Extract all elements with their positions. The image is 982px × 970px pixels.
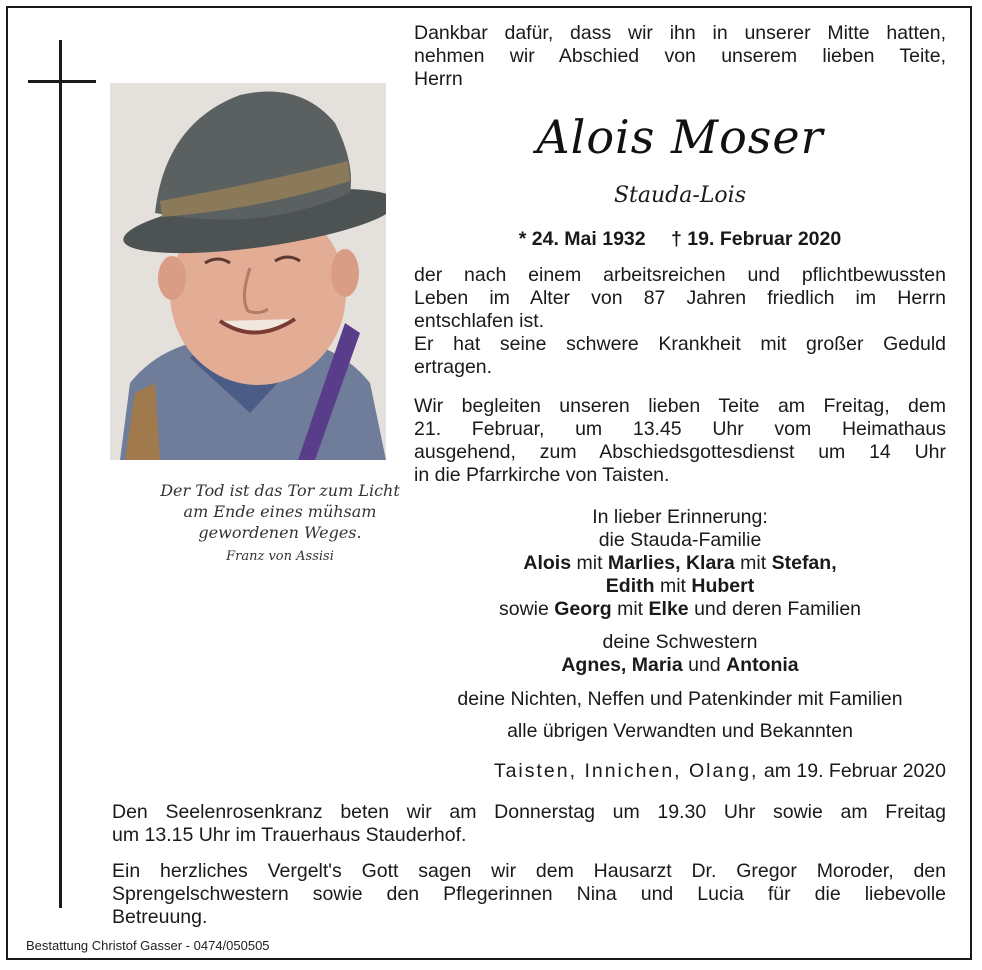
- body-line: Leben im Alter von 87 Jahren friedlich im Herrn: [414, 287, 946, 309]
- rosary-line: Den Seelenrosenkranz beten wir am Donnerstag um 19.30 Uhr sowie am Freitag: [112, 801, 946, 823]
- cross-bar: [28, 80, 96, 83]
- family-name: Alois: [523, 552, 572, 574]
- thanks-line: Sprengelschwestern sowie den Pflegerinnen Nina und Lucia für die liebevolle: [112, 883, 946, 905]
- family-line: alle übrigen Verwandten und Bekannten: [507, 720, 853, 742]
- family-name: Georg: [554, 598, 612, 620]
- intro-line: nehmen wir Abschied von unserem lieben Teite,: [414, 45, 946, 67]
- nickname: Stauda-Lois: [613, 183, 746, 208]
- quote-line: gewordenen Weges.: [198, 523, 362, 542]
- family-name: Elke: [648, 598, 689, 620]
- death-date: † 19. Februar 2020: [671, 228, 842, 250]
- family-name: Stefan,: [771, 552, 837, 574]
- family-line: [414, 552, 946, 575]
- family-line: die Stauda-Familie: [598, 529, 762, 551]
- deceased-name: Alois Moser: [536, 110, 824, 164]
- body-line: Wir begleiten unseren lieben Teite am Freitag, dem: [414, 395, 946, 417]
- birth-date: * 24. Mai 1932: [518, 228, 646, 250]
- portrait-photo: [110, 83, 386, 460]
- intro-line: Herrn: [414, 68, 463, 90]
- intro-line: Dankbar dafür, dass wir ihn in unserer Mitte hatten,: [414, 22, 946, 44]
- family-connector: sowie: [498, 598, 555, 620]
- body-line: entschlafen ist.: [414, 310, 545, 332]
- body-line: ertragen.: [414, 356, 493, 378]
- rosary-line: um 13.15 Uhr im Trauerhaus Stauderhof.: [112, 824, 467, 846]
- funeral-home-footer: Bestattung Christof Gasser - 0474/050505: [26, 938, 270, 953]
- quote-author: Franz von Assisi: [226, 549, 334, 564]
- family-connector: mit: [654, 575, 692, 597]
- family-connector: und deren Familien: [688, 598, 862, 620]
- family-name: Edith: [605, 575, 655, 597]
- family-line: In lieber Erinnerung:: [592, 506, 768, 528]
- family-name: Agnes, Maria: [561, 654, 683, 676]
- family-connector: mit: [571, 552, 608, 574]
- thanks-line: Betreuung.: [112, 906, 208, 928]
- family-line: deine Schwestern: [602, 631, 758, 653]
- quote-line: am Ende eines mühsam: [183, 502, 377, 521]
- family-name: Antonia: [726, 654, 799, 676]
- family-name: Hubert: [691, 575, 755, 597]
- family-line: [414, 598, 946, 621]
- life-dates: [414, 227, 946, 251]
- body-line: ausgehend, zum Abschiedsgottesdienst um 14 Uhr: [414, 441, 946, 463]
- body-line: der nach einem arbeitsreichen und pflichtbewussten: [414, 264, 946, 286]
- family-connector: mit: [611, 598, 649, 620]
- family-line: [414, 654, 946, 677]
- body-line: in die Pfarrkirche von Taisten.: [414, 464, 670, 486]
- family-line: [414, 575, 946, 598]
- quote-block: [110, 480, 450, 567]
- body-line: 21. Februar, um 13.45 Uhr vom Heimathaus: [414, 418, 946, 440]
- family-connector: und: [682, 654, 727, 676]
- thanks-line: Ein herzliches Vergelt's Gott sagen wir dem Hausarzt Dr. Gregor Moroder, den: [112, 860, 946, 882]
- place-names: Taisten, Innichen, Olang,: [493, 760, 759, 782]
- family-line: deine Nichten, Neffen und Patenkinder mit Familien: [457, 688, 903, 710]
- announcement-date: am 19. Februar 2020: [758, 760, 946, 782]
- quote-line: Der Tod ist das Tor zum Licht: [160, 481, 400, 500]
- body-line: Er hat seine schwere Krankheit mit großer Geduld: [414, 333, 946, 355]
- cross-icon: [59, 40, 62, 908]
- family-connector: mit: [734, 552, 772, 574]
- family-name: Marlies, Klara: [607, 552, 735, 574]
- place-date: [414, 759, 946, 783]
